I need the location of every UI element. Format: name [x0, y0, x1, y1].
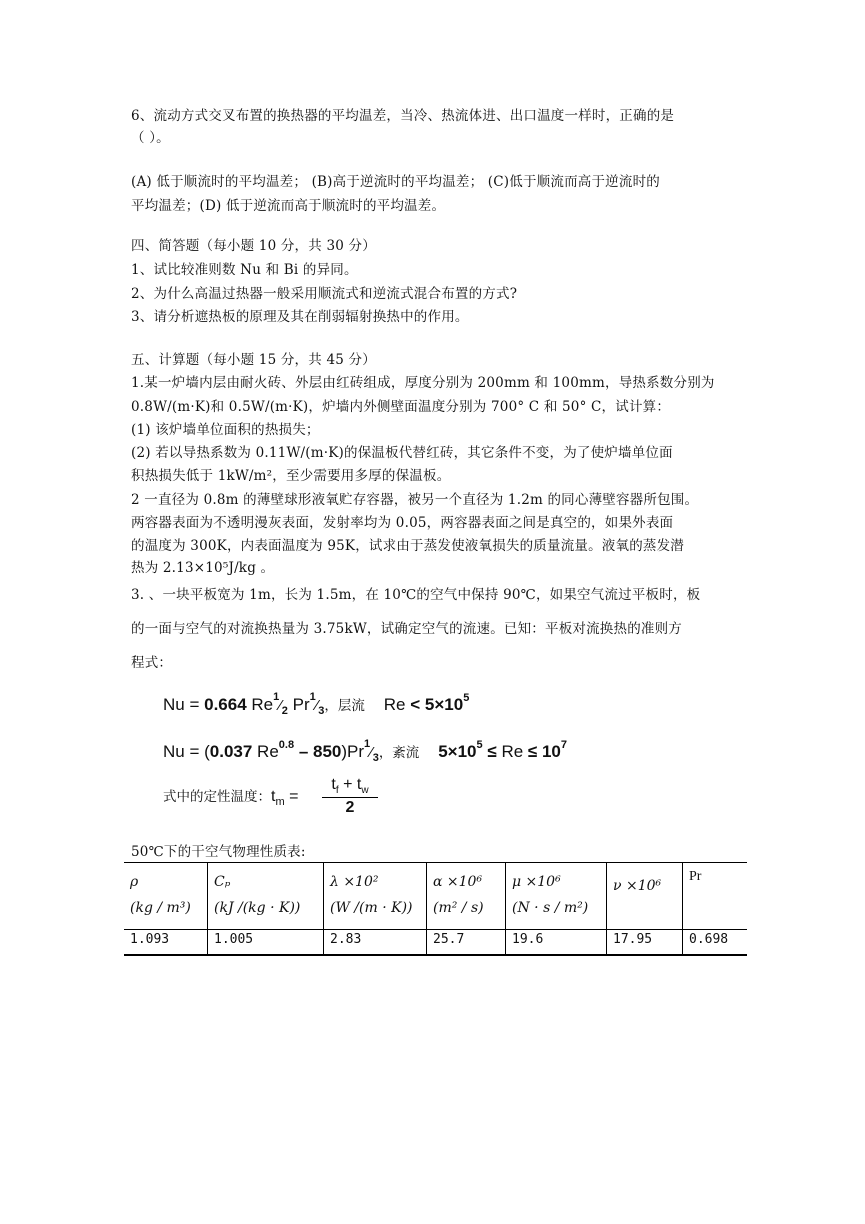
table-row	[124, 930, 747, 956]
problem3-line1: 3. 、一块平板宽为 1m，长为 1.5m，在 10℃的空气中保持 90℃，如果空气流过平板时，板	[131, 587, 701, 603]
value-rho: 1.093	[124, 930, 208, 956]
table-caption: 50℃下的干空气物理性质表:	[131, 844, 306, 860]
section4-q3: 3、请分析遮热板的原理及其在削弱辐射换热中的作用。	[131, 309, 469, 325]
tm-label: 式中的定性温度：	[163, 789, 271, 805]
section4-q2: 2、为什么高温过热器一般采用顺流式和逆流式混合布置的方式?	[131, 286, 518, 302]
q6-options-line1: (A) 低于顺流时的平均温差； (B)高于逆流时的平均温差； (C)低于顺流而高于逆流时的	[131, 174, 660, 190]
air-properties-table	[124, 862, 747, 956]
problem1-line2: 0.8W/(m·K)和 0.5W/(m·K)，炉墙内外侧壁面温度分别为 700° C 和 50° C，试计算：	[131, 399, 671, 415]
problem1-line3: (1) 该炉墙单位面积的热损失；	[131, 422, 320, 438]
value-cp: 1.005	[208, 930, 324, 956]
q6-line1: 6、流动方式交叉布置的换热器的平均温差，当冷、热流体进、出口温度一样时，正确的是	[131, 108, 675, 124]
section4-title: 四、简答题（每小题 10 分，共 30 分）	[131, 238, 376, 254]
problem2-line2: 两容器表面为不透明漫灰表面，发射率均为 0.05，两容器表面之间是真空的，如果外表面	[131, 515, 674, 531]
problem2-line1: 2 一直径为 0.8m 的薄壁球形液氧贮存容器，被另一个直径为 1.2m 的同心薄壁容器所包围。	[131, 492, 699, 508]
section5-title: 五、计算题（每小题 15 分，共 45 分）	[131, 352, 376, 368]
header-cp: Cₚ (kJ /(kg · K))	[208, 863, 324, 930]
problem1-line4: (2) 若以导热系数为 0.11W/(m·K)的保温板代替红砖，其它条件不变，为了使炉墙单位面	[131, 445, 673, 461]
problem3-line3: 程式：	[131, 655, 173, 671]
problem2-line3: 的温度为 300K，内表面温度为 95K，试求由于蒸发使液氧损失的质量流量。液氧的蒸发潜	[131, 538, 684, 554]
turbulent-formula: Nu = (0.037 $Re^{0.8}$ – $850)Pr^1⁄_3$，紊流 $5\times 10^5 \le Re \le 10^7$	[163, 738, 567, 764]
laminar-formula: Nu = 0.664 $Re^1⁄_2$ $Pr^1⁄_3$，层流 $Re < 5\times 10^5$	[163, 691, 470, 717]
value-alpha: 25.7	[427, 930, 506, 956]
header-pr: Pr	[683, 863, 748, 930]
problem1-line5: 积热损失低于 1kW/m²，至少需要用多厚的保温板。	[131, 468, 451, 484]
value-mu: 19.6	[506, 930, 607, 956]
section4-q1: 1、试比较准则数 Nu 和 Bi 的异同。	[131, 262, 358, 278]
header-nu: ν ×10⁶	[607, 863, 683, 930]
problem3-line2: 的一面与空气的对流换热量为 3.75kW，试确定空气的流速。已知：平板对流换热的准则方	[131, 621, 683, 637]
q6-options-line2: 平均温差；(D) 低于逆流而高于顺流时的平均温差。	[131, 198, 446, 214]
header-mu: μ ×10⁶ (N · s / m²)	[506, 863, 607, 930]
problem2-line4: 热为 2.13×10⁵J/kg 。	[131, 560, 275, 576]
tm-definition: 式中的定性温度：$t_m$ =	[163, 788, 299, 809]
value-lambda: 2.83	[324, 930, 427, 956]
header-rho: ρ (kg / m³)	[124, 863, 208, 930]
value-nu: 17.95	[607, 930, 683, 956]
problem1-line1: 1.某一炉墙内层由耐火砖、外层由红砖组成，厚度分别为 200mm 和 100mm，导热系数分别为	[131, 375, 715, 391]
header-lambda: λ ×10² (W /(m · K))	[324, 863, 427, 930]
q6-line2: （ ）。	[131, 130, 170, 146]
table-header-row	[124, 863, 747, 930]
laminar-label: ，层流	[324, 698, 365, 714]
value-pr: 0.698	[683, 930, 748, 956]
header-alpha: α ×10⁶ (m² / s)	[427, 863, 506, 930]
tm-fraction: $\frac{t_f + t_w}{2}$	[322, 776, 378, 817]
turbulent-label: ，紊流	[378, 745, 420, 761]
